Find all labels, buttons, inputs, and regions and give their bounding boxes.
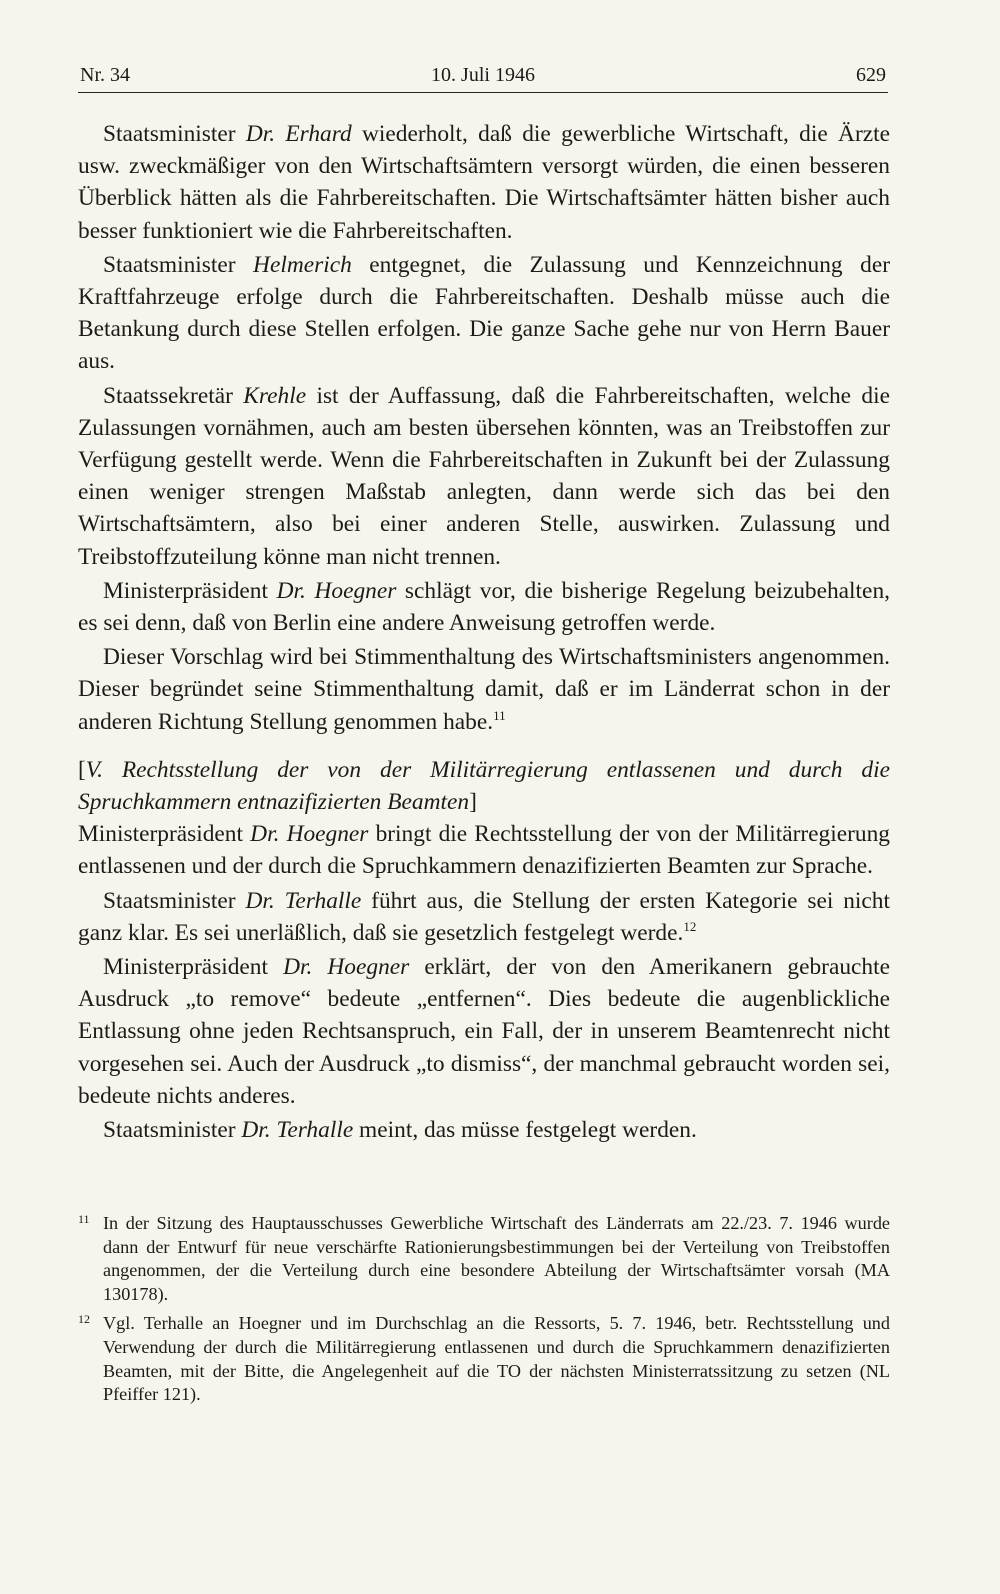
footnote-text: In der Sitzung des Hauptausschusses Gewerbliche Wirtschaft des Länderrats am 22./23. 7. 1946 wurde dann der Entwurf für neue verschärfte Rationierungsbestimmungen bei der Verteilung von Treibstoffen angenommen, der die Verteilung durch eine besondere Abteilung der Wirtschaftsämter vorsah (MA 130178). [103,1213,890,1304]
paragraph-text: erklärt, der von den Amerikanern gebrauchte Ausdruck „to remove“ bedeute „entfernen“. Dies bedeute die augenblickliche Entlassung ohne jeden Rechtsanspruch, ein Fall, der in unserem Beamtenrecht nicht vorgesehen sei. Auch der Ausdruck „to dismiss“, der manchmal gebraucht worden sei, bedeute nichts anderes. [78,954,890,1109]
paragraph [78,641,890,738]
speaker-title: Staatssekretär [103,382,233,409]
speaker-title: Ministerpräsident [78,821,244,848]
speaker-title: Staatsminister [103,887,236,914]
paragraph [78,1114,890,1146]
paragraph-text: bringt die Rechtsstellung der von der Militärregierung entlassenen und der durch die Spruchkammern denazifizierten Beamten zur Sprache. [78,821,891,880]
speaker-title: Staatsminister [103,1117,236,1144]
speaker-name: Dr. Hoegner [276,577,397,604]
speaker-name: Krehle [243,382,307,409]
speaker-name: Dr. Hoegner [250,821,369,848]
speaker-name: Dr. Terhalle [245,887,362,914]
paragraph [78,575,890,639]
paragraph-text: Dieser Vorschlag wird bei Stimmenthaltung des Wirtschaftsministers angenommen. Dieser begründet seine Stimmenthaltung damit, daß er im Länderrat schon in der anderen Richtung Stellung genommen habe. [78,644,890,735]
paragraph-text: wiederholt, daß die gewerbliche Wirtschaft, die Ärzte usw. zweckmäßiger von den Wirtschaftsämtern versorgt würden, die einen besseren Überblick hätten als die Fahrbereitschaften. Die Wirtschaftsämter hätten bisher auch besser funktioniert wie die Fahrbereitschaften. [78,121,890,244]
agenda-topic-heading [78,754,890,818]
running-header [78,58,888,93]
footnote-number: 12 [78,1312,90,1327]
session-date: 10. Juli 1946 [431,64,535,86]
footnote-number: 11 [78,1212,90,1226]
speaker-title: Ministerpräsident [103,954,269,981]
footnotes [78,1212,890,1413]
issue-number: Nr. 34 [80,64,130,86]
paragraph-text: entgegnet, die Zulassung und Kennzeichnung der Kraftfahrzeuge erfolge durch die Fahrbereitschaften. Deshalb müsse auch die Betankung durch diese Stellen erfolgen. Die ganze Sache gehe nur von Herrn Bauer aus. [78,251,890,375]
bracket-open: [ [78,756,86,783]
speaker-title: Staatsminister [103,251,236,278]
speaker-title: Staatsminister [103,121,236,147]
paragraph [78,380,890,573]
speaker-name: Dr. Terhalle [241,1117,354,1144]
paragraph-text: meint, das müsse festgelegt werden. [353,1117,697,1144]
footnote-text: Vgl. Terhalle an Hoegner und im Durchschlag an die Ressorts, 5. 7. 1946, betr. Rechtsstellung und Verwendung der durch die Militärregierung entlassenen und durch die Spruchkammern denazifizierten Beamten, mit der Bitte, die Angelegenheit auf die TO der nächsten Ministerratssitzung zu setzen (NL Pfeiffer 121). [103,1313,890,1405]
speaker-title: Ministerpräsident [103,577,269,604]
paragraph [78,249,890,378]
paragraph-text: schlägt vor, die bisherige Regelung beizubehalten, es sei denn, daß von Berlin eine andere Anweisung getroffen werde. [78,577,890,637]
page-number: 629 [856,64,886,86]
agenda-topic-title: V. Rechtsstellung der von der Militärregierung entlassenen und durch die Spruchkammern entnazifizierten Beamten [78,756,890,816]
footnote [78,1212,890,1306]
footnote [78,1312,890,1406]
footnote-reference: 12 [683,918,697,934]
paragraph [78,118,890,247]
bracket-close: ] [469,789,477,816]
protocol-text [78,118,890,1146]
paragraph [78,885,890,949]
speaker-name: Dr. Erhard [245,121,352,147]
speaker-name: Helmerich [253,251,352,278]
speaker-name: Dr. Hoegner [283,954,410,981]
paragraph [78,951,890,1112]
paragraph-text: führt aus, die Stellung der ersten Kategorie sei nicht ganz klar. Es sei unerläßlich, daß sie gesetzlich festgelegt werde. [78,887,890,946]
paragraph [78,818,890,882]
paragraph-text: ist der Auffassung, daß die Fahrbereitschaften, welche die Zulassungen vornähmen, auch am besten übersehen könnten, was an Treibstoffen zur Verfügung gestellt werde. Wenn die Fahrbereitschaften in Zukunft bei der Zulassung einen weniger strengen Maßstab anlegten, dann werde sich das bei den Wirtschaftsämtern, also bei einer anderen Stelle, auswirken. Zulassung und Treibstoffzuteilung könne man nicht trennen. [78,382,890,570]
footnote-reference: 11 [493,707,506,723]
